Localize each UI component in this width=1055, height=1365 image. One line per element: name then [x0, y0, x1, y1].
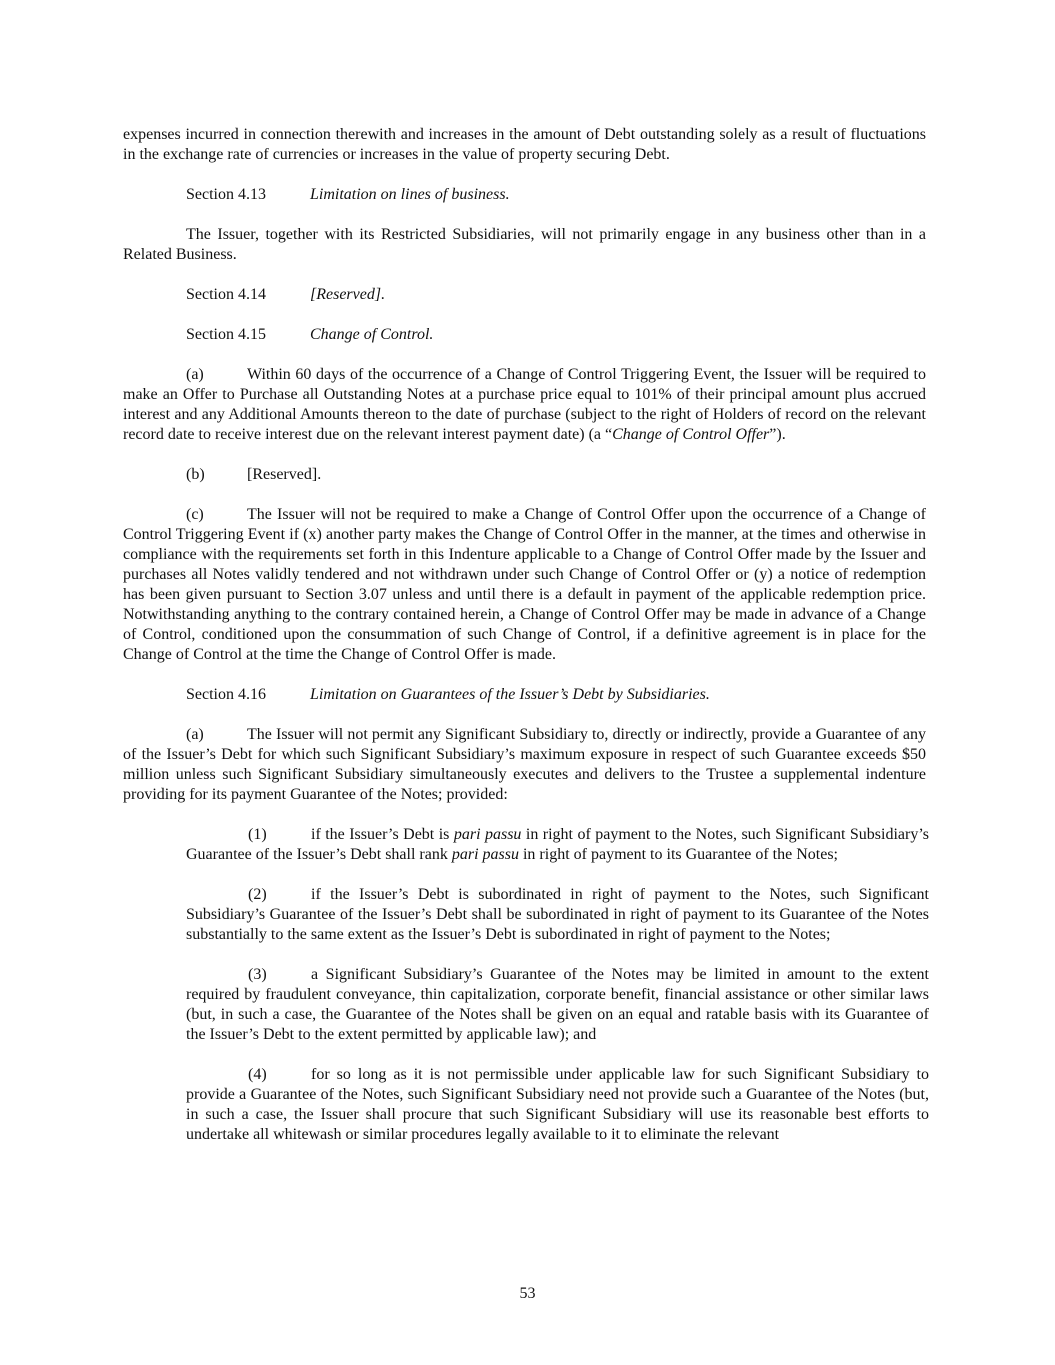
- intro-paragraph: expenses incurred in connection therewith and increases in the amount of Debt outstanding solely as a result of fluctuations in the exchange rate of currencies or increases in the value of property securing Debt.: [123, 126, 926, 163]
- subclause-text: in right of payment to the Notes, such Significant Subsidiary’s Guarantee of the Issuer’s Debt shall rank: [186, 826, 930, 863]
- section-title: Limitation on lines of business.: [310, 186, 510, 203]
- clause-text-end: ”).: [769, 426, 786, 443]
- subclause-text: if the Issuer’s Debt is subordinated in right of payment to the Notes, such Significant Subsidiary’s Guarantee of the Issuer’s Debt shall be subordinated in right of payment to its Guarantee of the Notes substantially to the same extent as the Issuer’s Debt is subordinated in right of payment to the Notes;: [186, 886, 929, 943]
- subclause-text: for so long as it is not permissible under applicable law for such Significant Subsidiary to provide a Guarantee of the Notes, such Significant Subsidiary need not provide such a Guarantee of the Notes (but, in such a case, the Issuer shall procure that such Significant Subsidiary will use its reasonable best efforts to undertake all whitewash or similar procedures legally available to it to eliminate the relevant: [186, 1066, 929, 1143]
- section-4-15-a-paragraph: [123, 365, 926, 445]
- subclause-text: a Significant Subsidiary’s Guarantee of the Notes may be limited in amount to the extent required by fraudulent conveyance, thin capitalization, corporate benefit, financial assistance or other similar laws (but, in such a case, the Guarantee of the Notes shall be given on an equal and ratable basis with its Guarantee of the Issuer’s Debt to the extent permitted by applicable law); and: [186, 966, 929, 1043]
- section-4-15-b-paragraph: [123, 465, 926, 485]
- page-body: [123, 125, 930, 1165]
- subclause-label: (2): [248, 886, 267, 903]
- clause-label: (a): [186, 726, 204, 743]
- subclause-3: [186, 965, 929, 1045]
- latin-term: pari passu: [453, 826, 522, 843]
- subclause-2: [186, 885, 929, 945]
- latin-term: pari passu: [451, 846, 519, 863]
- subclause-label: (3): [248, 966, 267, 983]
- clause-text: The Issuer will not permit any Significant Subsidiary to, directly or indirectly, provide a Guarantee of any of the Issuer’s Debt for which such Significant Subsidiary’s maximum exposure in respect of such Guarantee exceeds $50 million unless such Significant Subsidiary simultaneously executes and delivers to the Trustee a supplemental indenture providing for its payment Guarantee of the Notes; provided:: [123, 726, 926, 803]
- section-number: Section 4.16: [186, 686, 266, 703]
- section-4-13-paragraph: The Issuer, together with its Restricted Subsidiaries, will not primarily engage in any business other than in a Related Business.: [123, 226, 926, 263]
- clause-label: (b): [186, 466, 205, 483]
- clause-label: (c): [186, 506, 204, 523]
- section-title: [Reserved].: [310, 286, 386, 303]
- section-4-16-a-paragraph: [123, 725, 926, 805]
- section-number: Section 4.13: [186, 186, 266, 203]
- section-4-16-heading: [123, 685, 926, 705]
- section-number: Section 4.14: [186, 286, 266, 303]
- clause-label: (a): [186, 366, 204, 383]
- section-4-14-heading: [123, 285, 926, 305]
- section-4-15-heading: [123, 325, 926, 345]
- section-number: Section 4.15: [186, 326, 266, 343]
- defined-term: Change of Control Offer: [612, 426, 770, 443]
- subclause-text: in right of payment to its Guarantee of the Notes;: [518, 846, 838, 863]
- clause-text: Within 60 days of the occurrence of a Change of Control Triggering Event, the Issuer will be required to make an Offer to Purchase all Outstanding Notes at a purchase price equal to 101% of their principal amount plus accrued interest and any Additional Amounts thereon to the date of purchase (subject to the right of Holders of record on the relevant record date to receive interest due on the relevant interest payment date) (a “: [123, 366, 926, 443]
- clause-text: [Reserved].: [247, 466, 322, 483]
- section-title: Limitation on Guarantees of the Issuer’s Debt by Subsidiaries.: [310, 686, 710, 703]
- subclause-label: (4): [248, 1066, 267, 1083]
- section-4-15-c-paragraph: [123, 505, 926, 665]
- clause-text: The Issuer will not be required to make a Change of Control Offer upon the occurrence of a Change of Control Triggering Event if (x) another party makes the Change of Control Offer in the manner, at the times and otherwise in compliance with the requirements set forth in this Indenture applicable to a Change of Control Offer made by the Issuer and purchases all Notes validly tendered and not withdrawn under such Change of Control Offer or (y) a notice of redemption has been given pursuant to Section 3.07 unless and until there is a default in payment of the applicable redemption price. Notwithstanding anything to the contrary contained herein, a Change of Control Offer may be made in advance of a Change of Control, conditioned upon the consummation of such Change of Control, if a definitive agreement is in place for the Change of Control at the time the Change of Control Offer is made.: [123, 506, 926, 663]
- page-number: 53: [519, 1285, 536, 1302]
- subclause-text: if the Issuer’s Debt is: [311, 826, 454, 843]
- subclause-label: (1): [248, 826, 267, 843]
- subclause-1: [186, 825, 929, 865]
- subclause-4: [186, 1065, 929, 1145]
- section-title: Change of Control.: [310, 326, 434, 343]
- section-4-13-heading: [123, 185, 926, 205]
